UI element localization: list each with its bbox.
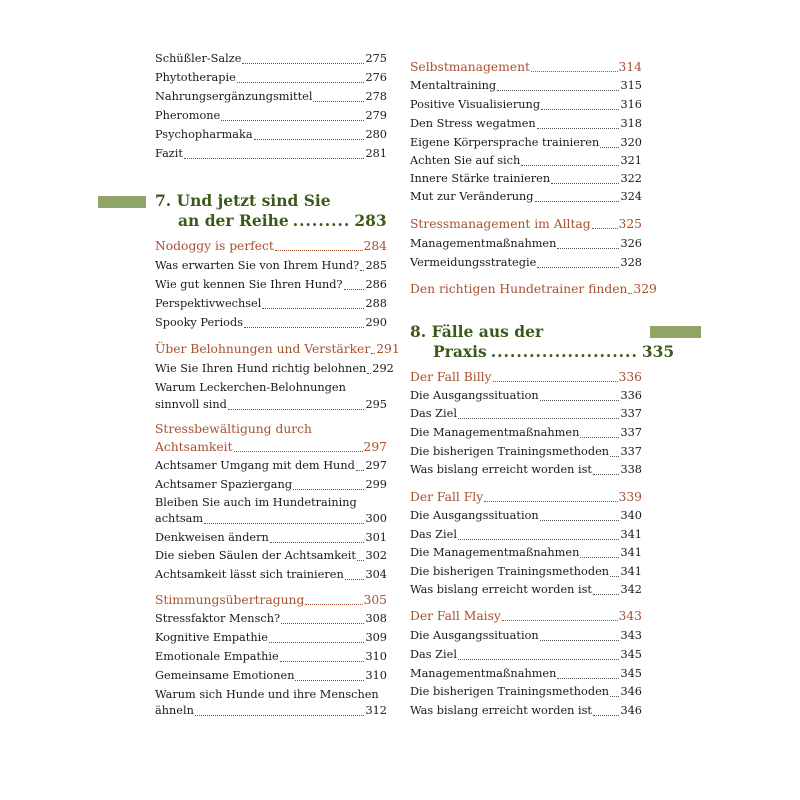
toc-entry[interactable]: Nahrungsergänzungsmittel 278 xyxy=(155,90,387,103)
toc-entry[interactable]: Perspektivwechsel 288 xyxy=(155,297,387,310)
toc-section[interactable]: Achtsamkeit 297 xyxy=(155,440,387,454)
toc-entry[interactable]: Managementmaßnahmen 345 xyxy=(410,667,642,680)
toc-entry[interactable]: Achtsamkeit lässt sich trainieren 304 xyxy=(155,568,387,581)
toc-section[interactable]: Der Fall Maisy 343 xyxy=(410,609,642,623)
chapter-8-accent-bar xyxy=(650,326,701,338)
toc-entry[interactable]: Eigene Körpersprache trainieren 320 xyxy=(410,136,642,149)
toc-entry[interactable]: Was bislang erreicht worden ist 346 xyxy=(410,704,642,717)
toc-entry[interactable]: Stressfaktor Mensch? 308 xyxy=(155,612,387,625)
toc-section[interactable]: Selbstmanagement 314 xyxy=(410,60,642,74)
toc-entry[interactable]: Positive Visualisierung 316 xyxy=(410,98,642,111)
toc-entry[interactable]: Psychopharmaka 280 xyxy=(155,128,387,141)
chapter-7-accent-bar xyxy=(98,196,146,208)
toc-entry[interactable]: Kognitive Empathie 309 xyxy=(155,631,387,644)
chapter-title-line2: Praxis xyxy=(433,342,487,361)
toc-entry[interactable]: Mut zur Veränderung 324 xyxy=(410,190,642,203)
toc-section[interactable]: Stressmanagement im Alltag 325 xyxy=(410,217,642,231)
toc-entry[interactable]: achtsam 300 xyxy=(155,512,387,525)
toc-entry[interactable]: Achten Sie auf sich 321 xyxy=(410,154,642,167)
toc-entry[interactable]: Spooky Periods 290 xyxy=(155,316,387,329)
toc-entry[interactable]: Das Ziel 345 xyxy=(410,648,642,661)
toc-entry[interactable]: Schüßler-Salze 275 xyxy=(155,52,387,65)
toc-entry[interactable]: Achtsamer Umgang mit dem Hund 297 xyxy=(155,459,387,472)
toc-entry[interactable]: Wie Sie Ihren Hund richtig belohnen 292 xyxy=(155,362,394,375)
toc-section[interactable]: Den richtigen Hundetrainer finden 329 xyxy=(410,282,657,296)
toc-entry-line1[interactable]: Warum Leckerchen-Belohnungen xyxy=(155,381,346,394)
toc-entry[interactable]: Den Stress wegatmen 318 xyxy=(410,117,642,130)
toc-entry[interactable]: Innere Stärke trainieren 322 xyxy=(410,172,642,185)
toc-entry[interactable]: Gemeinsame Emotionen 310 xyxy=(155,669,387,682)
toc-entry[interactable]: Fazit 281 xyxy=(155,147,387,160)
chapter-page: 335 xyxy=(641,342,675,361)
toc-section-line1[interactable]: Stressbewältigung durch xyxy=(155,422,312,436)
toc-entry[interactable]: Was bislang erreicht worden ist 338 xyxy=(410,463,642,476)
toc-entry-line1[interactable]: Warum sich Hunde und ihre Menschen xyxy=(155,688,379,701)
chapter-title-line2: an der Reihe xyxy=(178,211,289,230)
toc-entry[interactable]: Denkweisen ändern 301 xyxy=(155,531,387,544)
toc-entry[interactable]: Die Ausgangssituation 343 xyxy=(410,629,642,642)
toc-entry[interactable]: Die bisherigen Trainingsmethoden 346 xyxy=(410,685,642,698)
toc-entry[interactable]: Die Managementmaßnahmen 337 xyxy=(410,426,642,439)
toc-entry[interactable]: Die Ausgangssituation 340 xyxy=(410,509,642,522)
toc-entry[interactable]: Mentaltraining 315 xyxy=(410,79,642,92)
toc-entry[interactable]: Das Ziel 337 xyxy=(410,407,642,420)
toc-entry[interactable]: sinnvoll sind 295 xyxy=(155,398,387,411)
toc-entry[interactable]: Die bisherigen Trainingsmethoden 341 xyxy=(410,565,642,578)
chapter-title-line1: 7. Und jetzt sind Sie xyxy=(155,191,331,210)
chapter-page: 283 xyxy=(354,211,387,230)
chapter-7-heading[interactable]: 7. Und jetzt sind Sie an der Reihe ......... 283 xyxy=(155,191,387,230)
toc-section[interactable]: Über Belohnungen und Verstärker 291 xyxy=(155,342,400,356)
toc-entry-line1[interactable]: Bleiben Sie auch im Hundetraining xyxy=(155,496,357,509)
toc-entry[interactable]: Wie gut kennen Sie Ihren Hund? 286 xyxy=(155,278,387,291)
toc-entry[interactable]: Pheromone 279 xyxy=(155,109,387,122)
toc-entry[interactable]: ähneln 312 xyxy=(155,704,387,717)
toc-section[interactable]: Stimmungsübertragung 305 xyxy=(155,593,387,607)
toc-entry[interactable]: Achtsamer Spaziergang 299 xyxy=(155,478,387,491)
toc-entry[interactable]: Die Ausgangssituation 336 xyxy=(410,389,642,402)
toc-section[interactable]: Nodoggy is perfect 284 xyxy=(155,239,387,253)
toc-entry[interactable]: Was erwarten Sie von Ihrem Hund? 285 xyxy=(155,259,387,272)
toc-entry[interactable]: Die Managementmaßnahmen 341 xyxy=(410,546,642,559)
toc-entry[interactable]: Vermeidungsstrategie 328 xyxy=(410,256,642,269)
toc-section[interactable]: Der Fall Billy 336 xyxy=(410,370,642,384)
toc-entry[interactable]: Phytotherapie 276 xyxy=(155,71,387,84)
toc-entry[interactable]: Das Ziel 341 xyxy=(410,528,642,541)
toc-entry[interactable]: Emotionale Empathie 310 xyxy=(155,650,387,663)
chapter-title-line1: 8. Fälle aus der xyxy=(410,322,544,341)
chapter-8-heading[interactable]: 8. Fälle aus der Praxis ....................... 335 xyxy=(410,322,675,361)
toc-entry[interactable]: Managementmaßnahmen 326 xyxy=(410,237,642,250)
toc-entry[interactable]: Die bisherigen Trainingsmethoden 337 xyxy=(410,445,642,458)
toc-entry[interactable]: Die sieben Säulen der Achtsamkeit 302 xyxy=(155,549,387,562)
toc-section[interactable]: Der Fall Fly 339 xyxy=(410,490,642,504)
toc-entry[interactable]: Was bislang erreicht worden ist 342 xyxy=(410,583,642,596)
